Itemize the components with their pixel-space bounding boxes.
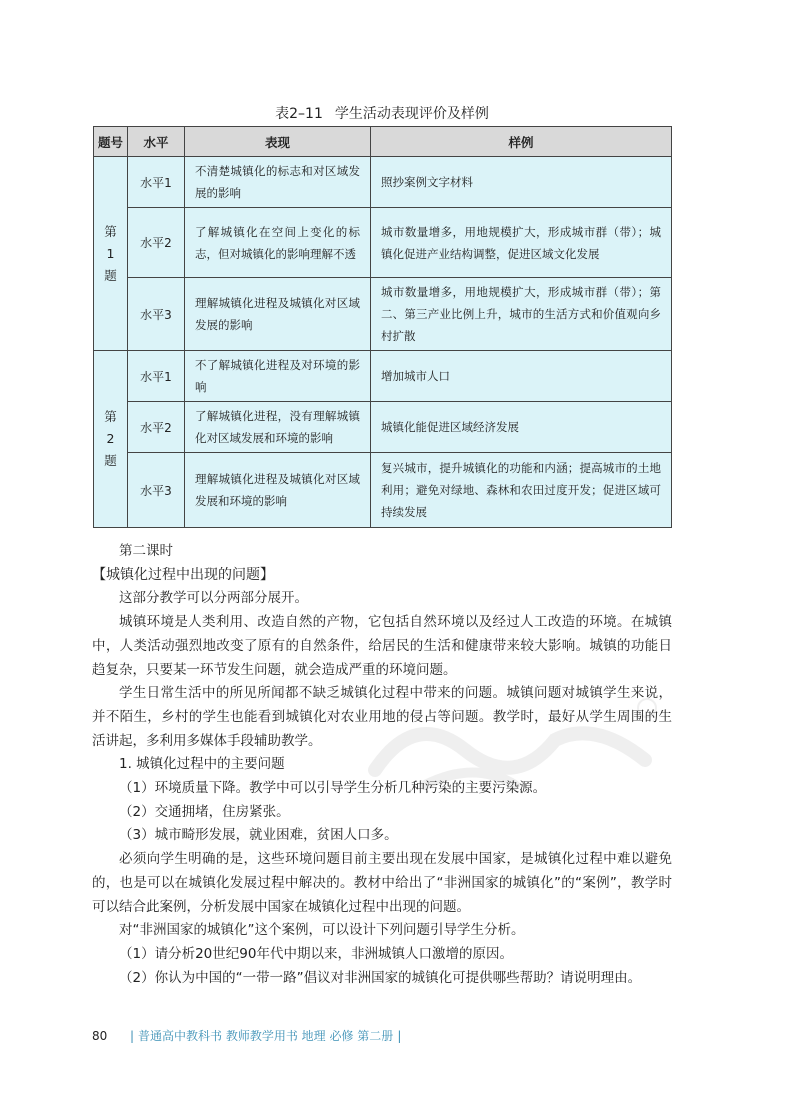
level-cell: 水平2	[128, 208, 185, 278]
body-text	[92, 540, 672, 990]
header-performance: 表现	[185, 127, 371, 157]
performance-cell: 不了解城镇化进程及对环境的影响	[185, 351, 371, 402]
book-series: 普通高中教科书 教师教学用书 地理 必修 第二册	[138, 1029, 394, 1043]
performance-cell: 了解城镇化进程，没有理解城镇化对区域发展和环境的影响	[185, 402, 371, 453]
example-cell: 增加城市人口	[371, 351, 672, 402]
lesson-heading: 第二课时	[119, 543, 173, 559]
level-cell: 水平3	[128, 278, 185, 351]
table-row	[94, 208, 672, 278]
table-row	[94, 402, 672, 453]
list-item: （1）环境质量下降。教学中可以引导学生分析几种污染的主要污染源。	[119, 780, 547, 797]
example-cell: 城镇化能促进区域经济发展	[371, 402, 672, 453]
paragraph: 对“非洲国家的城镇化”这个案例，可以设计下列问题引导学生分析。	[119, 922, 525, 939]
level-cell: 水平2	[128, 402, 185, 453]
question-1-cell	[94, 157, 128, 351]
list-item: （2）你认为中国的“一带一路”倡议对非洲国家的城镇化可提供哪些帮助？请说明理由。	[119, 969, 642, 986]
question-label: 第	[104, 409, 117, 424]
table-row	[94, 157, 672, 208]
question-label: 第	[104, 223, 117, 239]
question-number: 1	[106, 245, 115, 261]
paragraph: 城镇环境是人类利用、改造自然的产物，它包括自然环境以及经过人工改造的环境。在城镇中，人类活动强烈地改变了原有的自然条件，给居民的生活和健康带来较大影响。城镇的功能日趋复杂，只要某一环节发生问题，就会造成严重的环境问题。	[92, 614, 672, 678]
list-item: （1）请分析20世纪90年代中期以来，非洲城镇人口激增的原因。	[119, 945, 513, 962]
page-footer	[92, 1026, 692, 1046]
level-cell: 水平1	[128, 157, 185, 208]
example-cell: 复兴城市，提升城镇化的功能和内涵；提高城市的土地利用；避免对绿地、森林和农田过度开发；促进区域可持续发展	[371, 453, 672, 528]
evaluation-table	[93, 126, 672, 528]
question-number: 2	[106, 431, 115, 446]
list-item: （2）交通拥堵，住房紧张。	[119, 803, 290, 820]
level-cell: 水平3	[128, 453, 185, 528]
header-question: 题号	[94, 127, 128, 157]
paragraph: 必须向学生明确的是，这些环境问题目前主要出现在发展中国家，是城镇化过程中难以避免的，也是可以在城镇化发展过程中解决的。教材中给出了“非洲国家的城镇化”的“案例”，教学时可以结合此案例，分析发展中国家在城镇化过程中出现的问题。	[92, 851, 672, 915]
example-cell: 照抄案例文字材料	[371, 157, 672, 208]
level-cell: 水平1	[128, 351, 185, 402]
question-label: 题	[104, 453, 117, 468]
performance-cell: 了解城镇化在空间上变化的标志，但对城镇化的影响理解不透	[185, 208, 371, 278]
header-example: 样例	[371, 127, 672, 157]
table-row	[94, 453, 672, 528]
list-item: （3）城市畸形发展，就业困难，贫困人口多。	[119, 827, 398, 844]
footer-divider: |	[130, 1029, 135, 1043]
page-number: 80	[92, 1029, 108, 1043]
table-row	[94, 278, 672, 351]
performance-cell: 理解城镇化进程及城镇化对区域发展的影响	[185, 278, 371, 351]
table-header-row	[94, 127, 672, 157]
performance-cell: 不清楚城镇化的标志和对区域发展的影响	[185, 157, 371, 208]
header-level: 水平	[128, 127, 185, 157]
performance-cell: 理解城镇化进程及城镇化对区域发展和环境的影响	[185, 453, 371, 528]
subheading: 1. 城镇化过程中的主要问题	[119, 756, 285, 773]
table-caption	[92, 103, 672, 123]
example-cell: 城市数量增多，用地规模扩大，形成城市群（带）；第二、第三产业比例上升，城市的生活方式和价值观向乡村扩散	[371, 278, 672, 351]
table-caption-number: 表2–11	[275, 106, 323, 122]
question-2-cell	[94, 351, 128, 528]
table-row	[94, 351, 672, 402]
paragraph: 这部分教学可以分两部分展开。	[119, 590, 308, 607]
section-heading: 【城镇化过程中出现的问题】	[92, 566, 274, 583]
paragraph: 学生日常生活中的所见所闻都不缺乏城镇化过程中带来的问题。城镇问题对城镇学生来说，并不陌生，乡村的学生也能看到城镇化对农业用地的侵占等问题。教学时，最好从学生周围的生活讲起，多利用多媒体手段辅助教学。	[92, 685, 672, 749]
example-cell: 城市数量增多，用地规模扩大，形成城市群（带）；城镇化促进产业结构调整，促进区域文化发展	[371, 208, 672, 278]
table-caption-title: 学生活动表现评价及样例	[334, 106, 489, 122]
footer-divider: |	[397, 1029, 402, 1043]
question-label: 题	[104, 267, 117, 283]
